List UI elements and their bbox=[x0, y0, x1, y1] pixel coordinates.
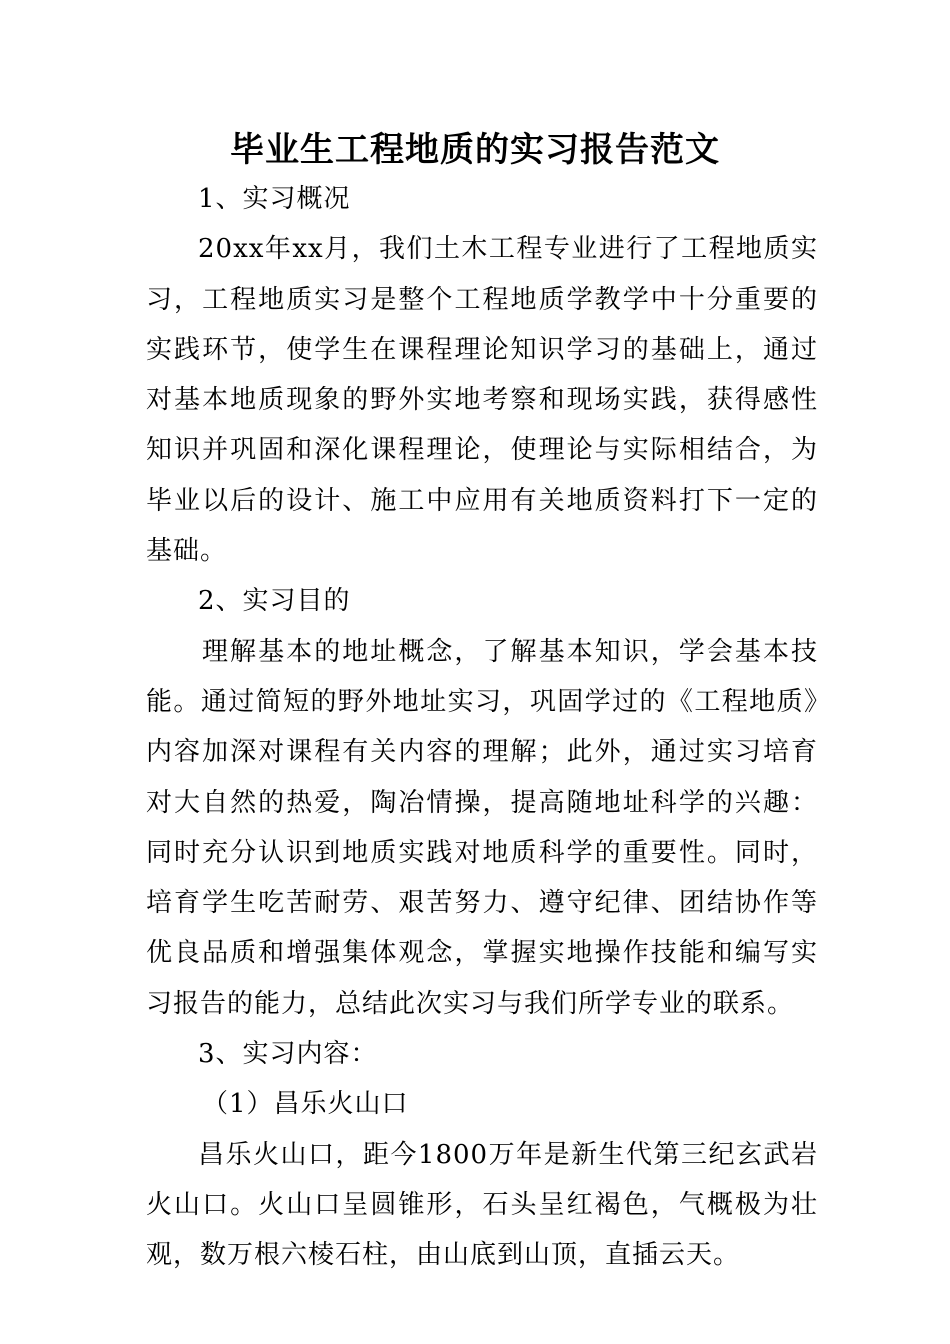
paragraph-overview: 20xx年xx月，我们土木工程专业进行了工程地质实习，工程地质实习是整个工程地质学教学中十分重要的实践环节，使学生在课程理论知识学习的基础上，通过对基本地质现象的野外实地考察和现场实践，获得感性知识并巩固和深化课程理论，使理论与实际相结合，为毕业以后的设计、施工中应用有关地质资料打下一定的基础。 bbox=[146, 234, 818, 567]
document-body bbox=[146, 174, 818, 1281]
section-heading-overview: 1、实习概况 bbox=[198, 184, 351, 214]
section-heading-purpose: 2、实习目的 bbox=[198, 586, 351, 617]
document-title: 毕业生工程地质的实习报告范文 bbox=[230, 130, 720, 170]
paragraph-purpose: 理解基本的地址概念，了解基本知识，学会基本技能。通过简短的野外地址实习，巩固学过的《工程地质》内容加深对课程有关内容的理解；此外，通过实习培育对大自然的热爱，陶冶情操，提高随地址科学的兴趣：同时充分认识到地质实践对地质科学的重要性。同时，培育学生吃苦耐劳、艰苦努力、遵守纪律、团结协作等优良品质和增强集体观念，掌握实地操作技能和编写实习报告的能力，总结此次实习与我们所学专业的联系。 bbox=[146, 636, 818, 1019]
subsection-heading-changle: （1）昌乐火山口 bbox=[202, 1089, 409, 1120]
paragraph-changle: 昌乐火山口，距今1800万年是新生代第三纪玄武岩火山口。火山口呈圆锥形，石头呈红褐色，气概极为壮观，数万根六棱石柱，由山底到山顶，直插云天。 bbox=[146, 1139, 818, 1271]
section-heading-content: 3、实习内容： bbox=[198, 1039, 378, 1070]
